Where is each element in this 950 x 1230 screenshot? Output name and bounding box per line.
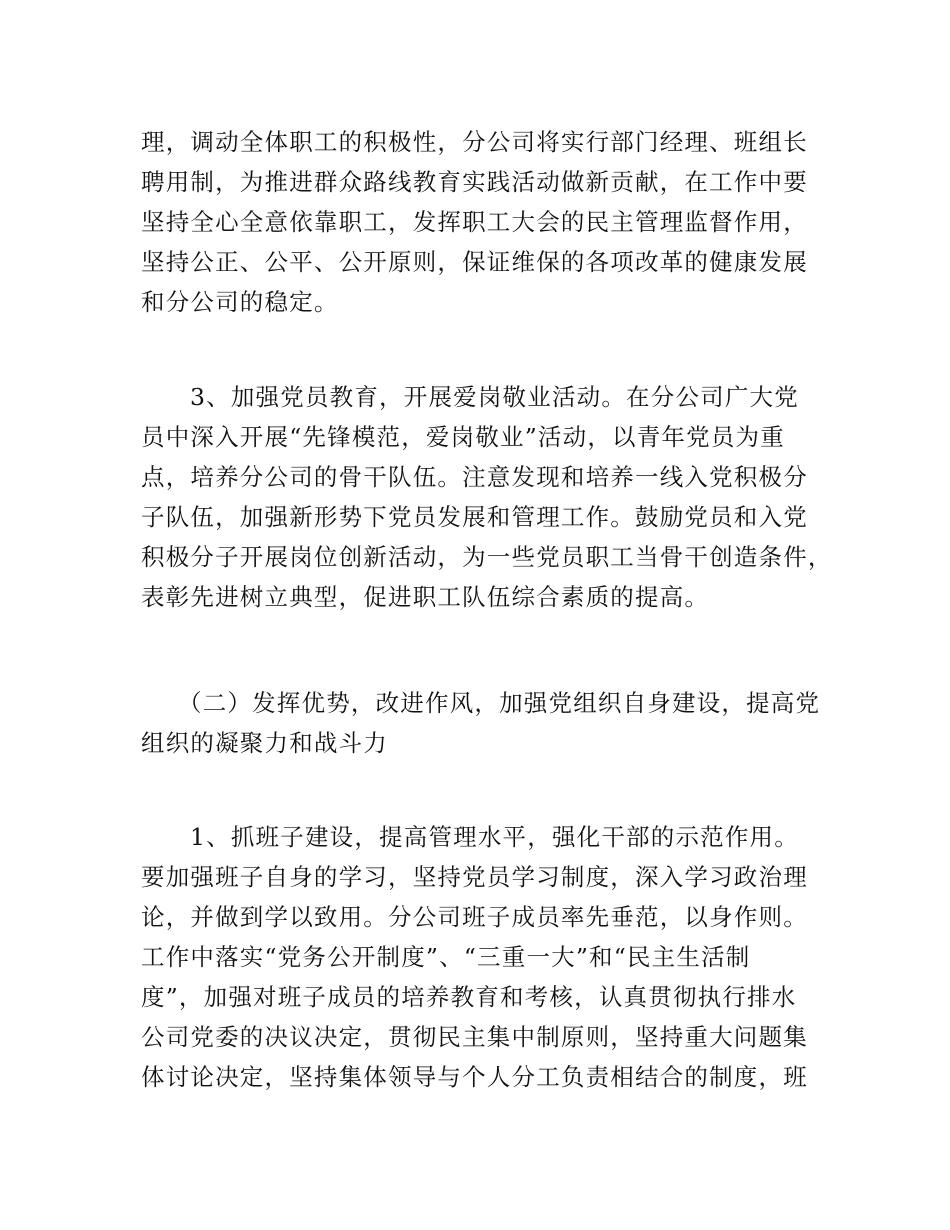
text-line: 1、抓班子建设，提高管理水平，强化干部的示范作用。 [190, 823, 799, 851]
text-line: 积极分子开展岗位创新活动，为一些党员职工当骨干创造条件， [141, 543, 833, 571]
text-line: 要加强班子自身的学习，坚持党员学习制度，深入学习政治理 [141, 863, 808, 891]
text-line: 理，调动全体职工的积极性，分公司将实行部门经理、班组长 [141, 128, 808, 156]
text-line: 3、加强党员教育，开展爱岗敬业活动。在分公司广大党 [190, 383, 799, 411]
text-line: 论，并做到学以致用。分公司班子成员率先垂范，以身作则。 [141, 903, 808, 931]
text-line: 和分公司的稳定。 [141, 288, 339, 316]
text-line: 坚持全心全意依靠职工，发挥职工大会的民主管理监督作用， [141, 208, 808, 236]
text-line: 度”，加强对班子成员的培养教育和考核，认真贯彻执行排水 [141, 983, 797, 1011]
text-line: 坚持公正、公平、公开原则，保证维保的各项改革的健康发展 [141, 248, 808, 276]
text-line: 工作中落实“党务公开制度”、“三重一大”和“民主生活制 [141, 943, 751, 971]
text-line: 组织的凝聚力和战斗力 [141, 729, 388, 757]
text-line: 点，培养分公司的骨干队伍。注意发现和培养一线入党积极分 [141, 463, 808, 491]
text-line: 聘用制，为推进群众路线教育实践活动做新贡献，在工作中要 [141, 168, 808, 196]
text-line: 表彰先进树立典型，促进职工队伍综合素质的提高。 [141, 583, 710, 611]
text-line: （二）发挥优势，改进作风，加强党组织自身建设，提高党 [178, 689, 821, 717]
text-line: 公司党委的决议决定，贯彻民主集中制原则，坚持重大问题集 [141, 1023, 808, 1051]
text-line: 体讨论决定，坚持集体领导与个人分工负责相结合的制度，班 [141, 1063, 808, 1091]
text-line: 子队伍，加强新形势下党员发展和管理工作。鼓励党员和入党 [141, 503, 808, 531]
text-line: 员中深入开展“先锋模范，爱岗敬业”活动，以青年党员为重 [141, 423, 785, 451]
